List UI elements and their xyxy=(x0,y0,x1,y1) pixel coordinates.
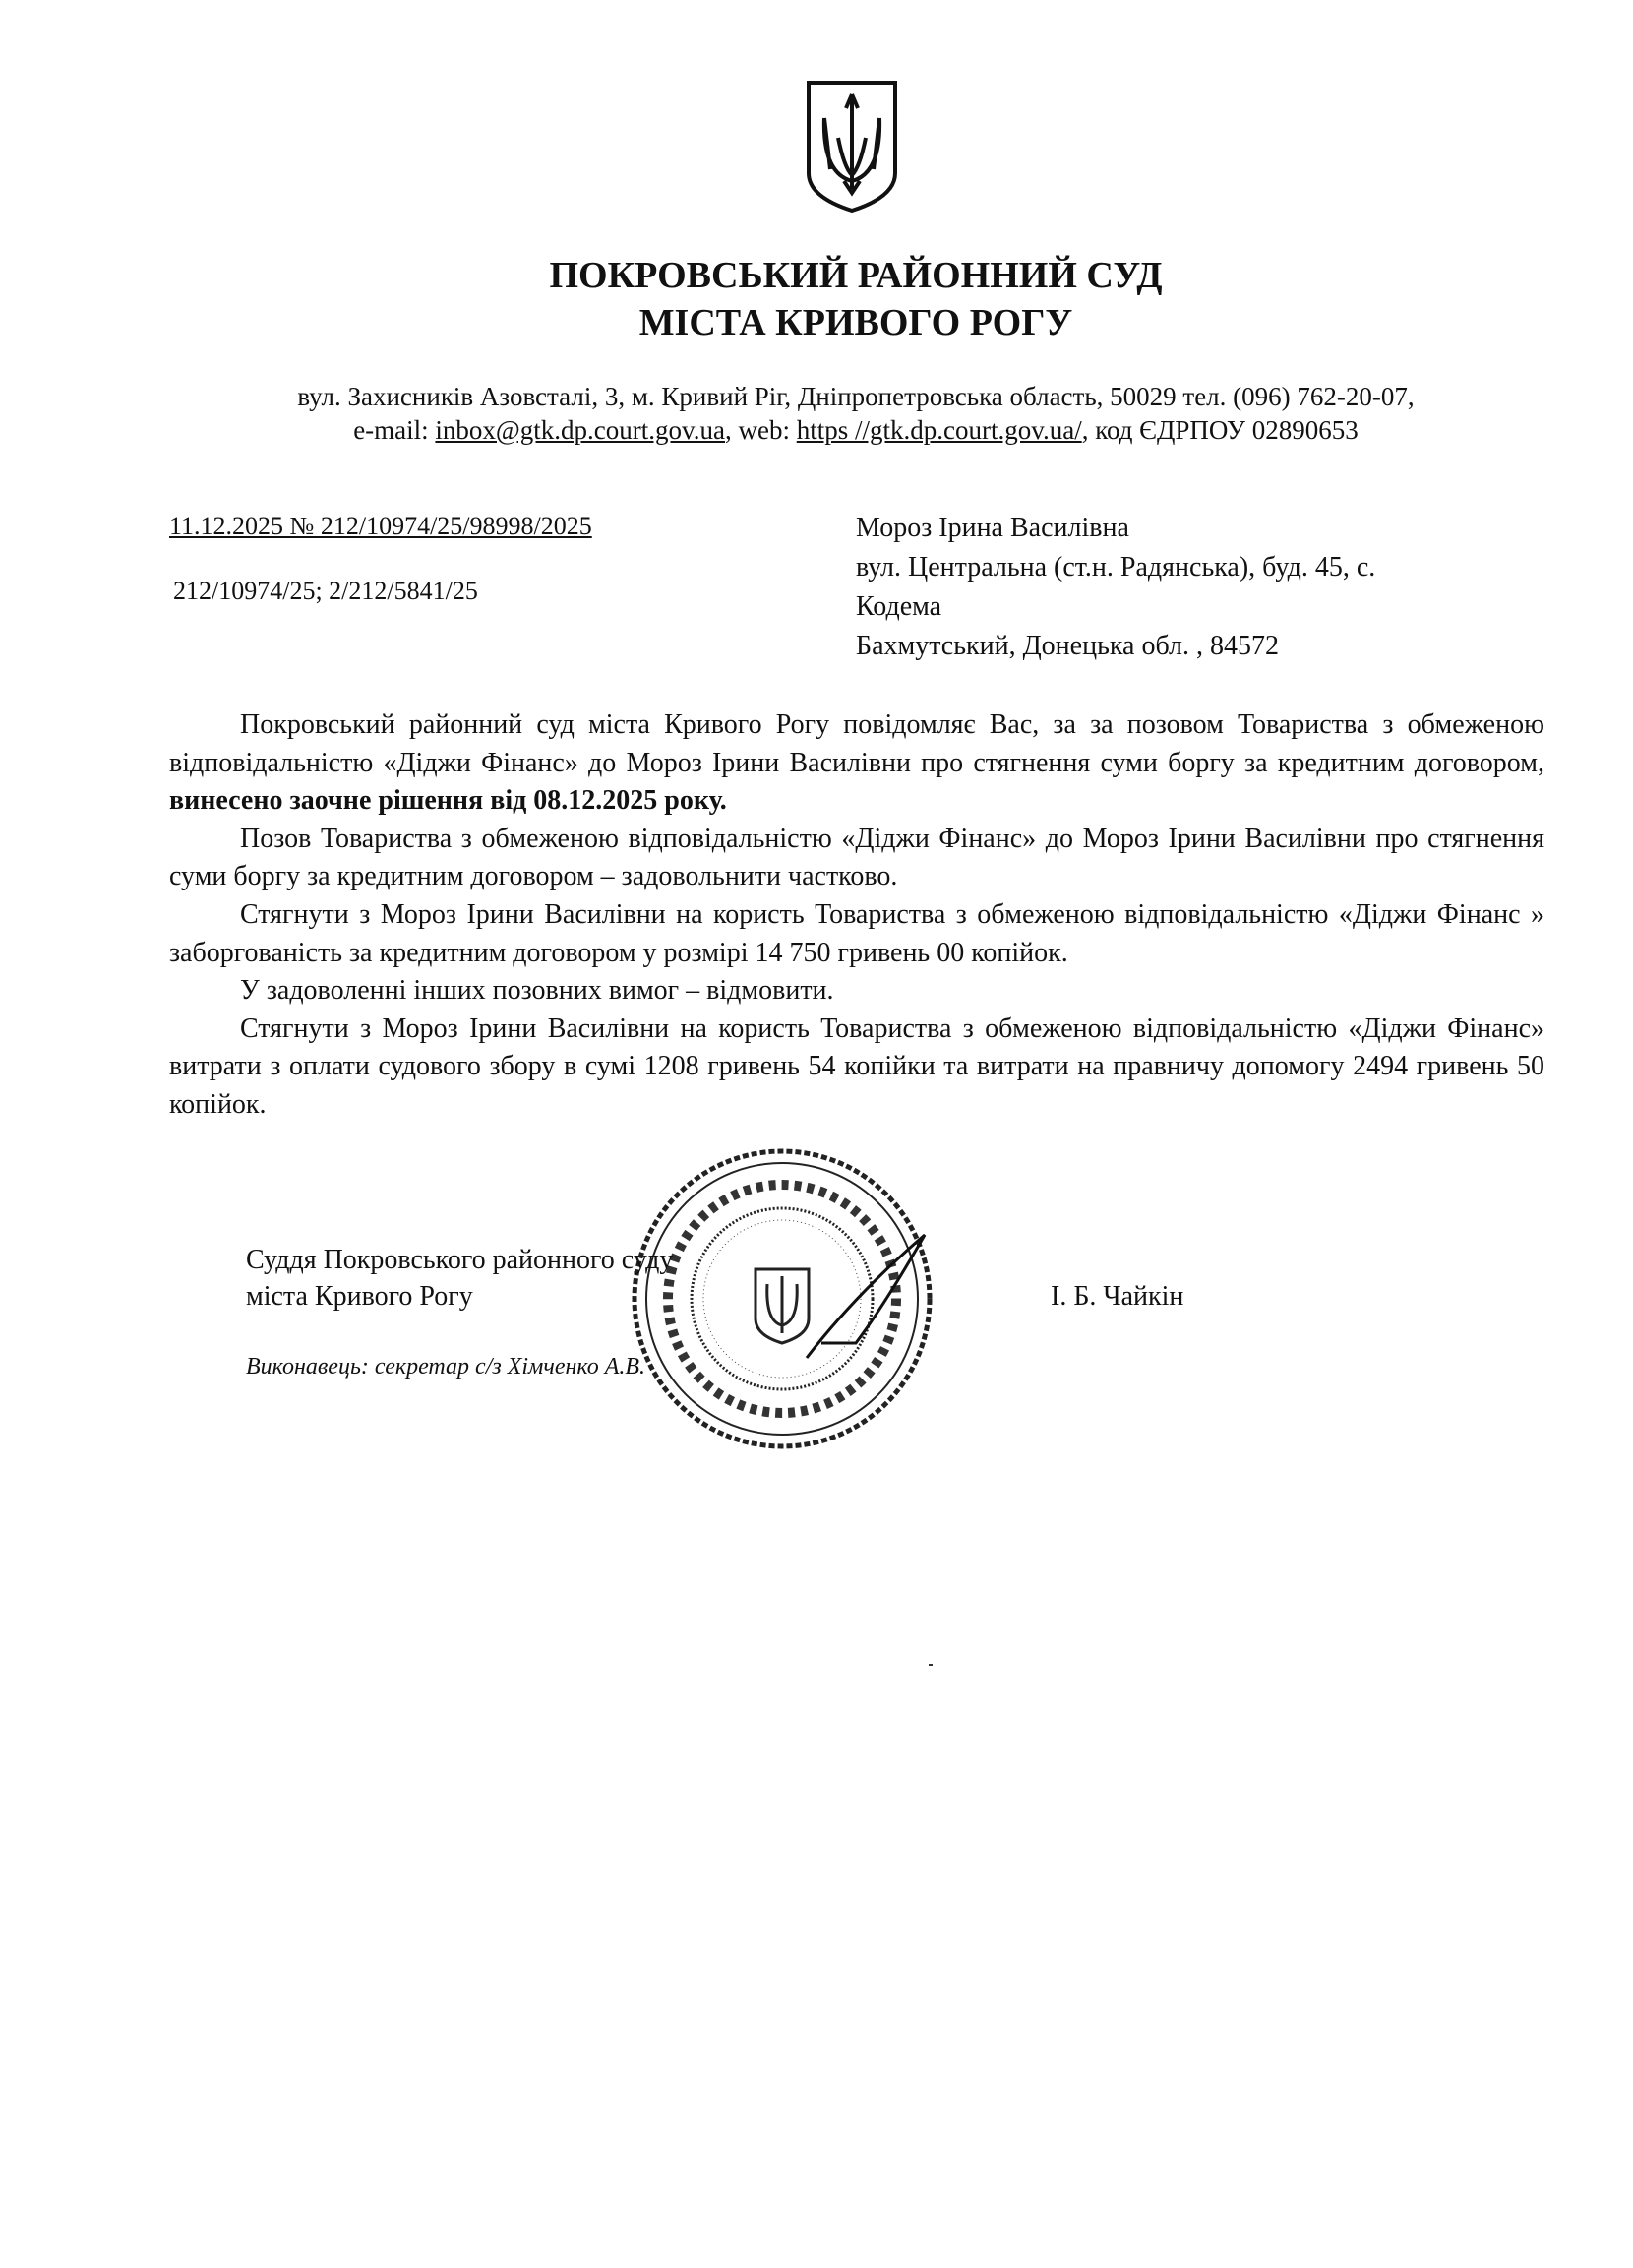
edrpou-code: , код ЄДРПОУ 02890653 xyxy=(1081,415,1359,445)
paragraph-costs: Стягнути з Мороз Ірини Василівни на користь Товариства з обмеженою відповідальністю «Діджи Фінанс» витрати з оплати судового збору в сумі 1208 гривень 54 копійки та витрати на правничу допомогу 2494 гривень 50 копійок. xyxy=(169,1012,1544,1120)
court-seal-stamp xyxy=(630,1146,935,1451)
executor-note: Виконавець: секретар с/з Хімченко А.В. xyxy=(246,1354,646,1379)
email-link[interactable]: inbox@gtk.dp.court.gov.ua xyxy=(435,415,725,445)
decision-date: винесено заочне рішення від 08.12.2025 року. xyxy=(169,785,727,817)
judge-position-line1: Суддя Покровського районного суду xyxy=(246,1245,674,1275)
court-contacts xyxy=(0,413,1633,447)
paragraph-claim: Позов Товариства з обмеженою відповідальністю «Діджи Фінанс» до Мороз Ірини Василівни про стягнення суми боргу за кредитним договором – задовольнити частково. xyxy=(169,823,1544,892)
paragraph-notice xyxy=(169,706,1544,821)
recipient-address-line3: Бахмутський, Донецька обл. , 84572 xyxy=(856,631,1279,661)
recipient-block xyxy=(856,509,1505,666)
email-label: e-mail: xyxy=(353,415,436,445)
judge-name: І. Б. Чайкін xyxy=(1051,1281,1184,1312)
court-name-line2: МІСТА КРИВОГО РОГУ xyxy=(638,302,1073,343)
web-link[interactable]: https //gtk.dp.court.gov.ua/ xyxy=(796,415,1082,445)
paragraph-debt: Стягнути з Мороз Ірини Василівни на користь Товариства з обмеженою відповідальністю «Діджи Фінанс » заборгованість за кредитним договором у розмірі 14 750 гривень 00 копійок. xyxy=(169,898,1544,968)
recipient-name: Мороз Ірина Василівна xyxy=(856,513,1129,543)
paragraph-refusal: У задоволенні інших позовних вимог – відмовити. xyxy=(240,975,834,1007)
document-date-number: 11.12.2025 № 212/10974/25/98998/2025 xyxy=(169,512,592,540)
recipient-address-line1: вул. Центральна (ст.н. Радянська), буд. 45, с. xyxy=(856,552,1376,582)
notice-text: Покровський районний суд міста Кривого Рогу повідомляє Вас, за за позовом Товариства з обмеженою відповідальністю «Діджи Фінанс» до Мороз Ірини Василівни про стягнення суми боргу за кредитним договором, xyxy=(169,709,1544,778)
court-name-line1: ПОКРОВСЬКИЙ РАЙОННИЙ СУД xyxy=(549,255,1163,296)
letter-body xyxy=(169,706,1544,1125)
scan-speck xyxy=(929,1664,933,1666)
coat-of-arms-trident-icon xyxy=(805,79,899,215)
judge-position-line2: міста Кривого Рогу xyxy=(246,1281,473,1312)
judge-position xyxy=(246,1242,673,1315)
recipient-address-line2: Кодема xyxy=(856,591,942,622)
court-address: вул. Захисників Азовсталі, 3, м. Кривий Ріг, Дніпропетровська область, 50029 тел. (096) 762-20-07, xyxy=(297,382,1415,411)
web-label: , web: xyxy=(725,415,797,445)
case-numbers: 212/10974/25; 2/212/5841/25 xyxy=(173,577,478,605)
handwritten-signature xyxy=(807,1235,925,1358)
